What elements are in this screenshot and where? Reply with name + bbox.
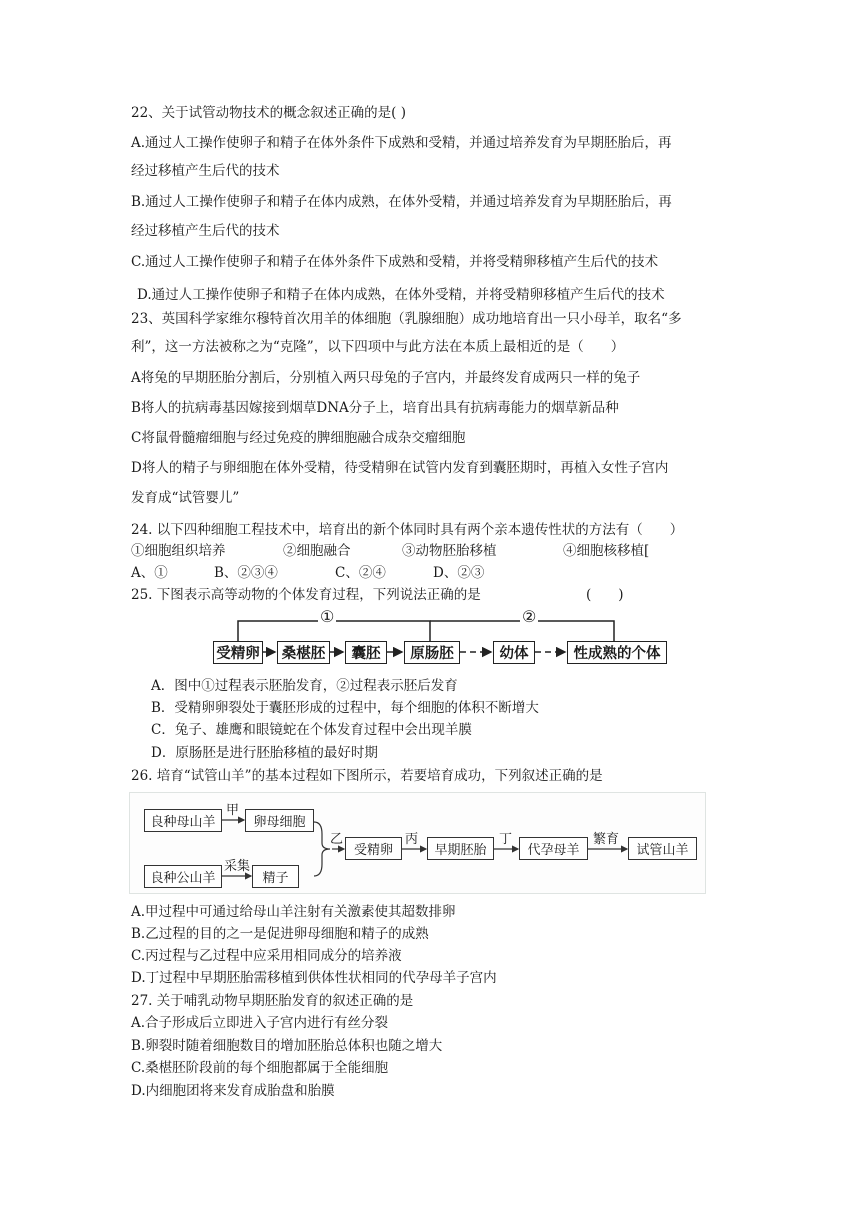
q26-label-fanyu: 繁育 bbox=[593, 832, 620, 847]
q25-stem: 25. 下图表示高等动物的个体发育过程，下列说法正确的是 bbox=[131, 587, 481, 603]
q26-label-bing: 丙 bbox=[405, 832, 419, 847]
q25-mark-1: ① bbox=[320, 607, 335, 626]
q26-label-yi: 乙 bbox=[330, 832, 344, 847]
q25-answer-paren: ( ) bbox=[586, 587, 624, 603]
q23-stem-line1: 23、英国科学家维尔穆特首次用羊的体细胞（乳腺细胞）成功地培育出一只小母羊，取名“多 bbox=[131, 311, 682, 327]
q25-stage-zygote: 受精卵 bbox=[213, 641, 263, 664]
q23-option-c: C将鼠骨髓瘤细胞与经过免疫的脾细胞融合成杂交瘤细胞 bbox=[131, 430, 466, 446]
q23-option-d-line2: 发育成“试管婴儿” bbox=[131, 490, 240, 506]
q26-label-caiji: 采集 bbox=[224, 859, 251, 874]
q25-stage-blastula: 囊胚 bbox=[345, 641, 387, 664]
q26-label-ding: 丁 bbox=[499, 832, 513, 847]
q26-node-female-goat: 良种母山羊 bbox=[144, 809, 222, 832]
q26-node-result: 试管山羊 bbox=[628, 837, 697, 860]
q24-item-1: ①细胞组织培养 bbox=[131, 543, 226, 559]
q24-choice-a: A、① bbox=[131, 565, 168, 581]
q26-node-surrogate: 代孕母羊 bbox=[519, 837, 588, 860]
q26-option-b: B.乙过程的目的之一是促进卵母细胞和精子的成熟 bbox=[131, 926, 429, 942]
q23-option-a: A将兔的早期胚胎分割后，分别植入两只母兔的子宫内，并最终发育成两只一样的兔子 bbox=[131, 370, 641, 386]
q24-item-4: ④细胞核移植[ bbox=[563, 543, 650, 559]
q24-item-3: ③动物胚胎移植 bbox=[402, 543, 497, 559]
q23-option-b: B将人的抗病毒基因嫁接到烟草DNA分子上，培育出具有抗病毒能力的烟草新品种 bbox=[131, 400, 619, 416]
q27-option-b: B.卵裂时随着细胞数目的增加胚胎总体积也随之增大 bbox=[131, 1038, 443, 1054]
q22-option-c: C.通过人工操作使卵子和精子在体外条件下成熟和受精，并将受精卵移植产生后代的技术 bbox=[131, 254, 659, 270]
q26-node-male-goat: 良种公山羊 bbox=[144, 865, 222, 888]
q26-node-zygote: 受精卵 bbox=[345, 837, 402, 860]
q24-choice-b: B、②③④ bbox=[214, 565, 278, 581]
q27-option-c: C.桑椹胚阶段前的每个细胞都属于全能细胞 bbox=[131, 1060, 389, 1076]
q22-stem: 22、关于试管动物技术的概念叙述正确的是( ) bbox=[131, 105, 407, 121]
q24-choice-c: C、②④ bbox=[335, 565, 386, 581]
q27-option-a: A.合子形成后立即进入子宫内进行有丝分裂 bbox=[131, 1015, 389, 1031]
q25-stage-morula: 桑椹胚 bbox=[277, 641, 330, 664]
q26-option-d: D.丁过程中早期胚胎需移植到供体性状相同的代孕母羊子宫内 bbox=[131, 970, 497, 986]
q22-option-a-line1: A.通过人工操作使卵子和精子在体外条件下成熟和受精，并通过培养发育为早期胚胎后，再 bbox=[131, 135, 672, 151]
q23-option-d-line1: D将人的精子与卵细胞在体外受精，待受精卵在试管内发育到囊胚期时，再植入女性子宫内 bbox=[131, 460, 669, 476]
q26-label-jia: 甲 bbox=[226, 803, 240, 818]
q22-option-b-line2: 经过移植产生后代的技术 bbox=[131, 223, 280, 239]
q22-option-b-line1: B.通过人工操作使卵子和精子在体内成熟，在体外受精，并通过培养发育为早期胚胎后，再 bbox=[131, 194, 672, 210]
q25-option-b: B．受精卵卵裂处于囊胚形成的过程中，每个细胞的体积不断增大 bbox=[151, 700, 539, 716]
q27-option-d: D.内细胞团将来发育成胎盘和胎膜 bbox=[131, 1083, 335, 1099]
q22-option-a-line2: 经过移植产生后代的技术 bbox=[131, 163, 280, 179]
q26-stem: 26. 培育“试管山羊”的基本过程如下图所示，若要培育成功，下列叙述正确的是 bbox=[131, 768, 603, 784]
q25-stage-juvenile: 幼体 bbox=[493, 641, 535, 664]
q26-option-c: C.丙过程与乙过程中应采用相同成分的培养液 bbox=[131, 948, 402, 964]
q27-stem: 27. 关于哺乳动物早期胚胎发育的叙述正确的是 bbox=[131, 993, 414, 1009]
q24-choice-d: D、②③ bbox=[433, 565, 485, 581]
q24-stem: 24. 以下四种细胞工程技术中，培育出的新个体同时具有两个亲本遗传性状的方法有（ ） bbox=[131, 522, 684, 538]
q25-stage-gastrula: 原肠胚 bbox=[404, 641, 460, 664]
q25-stage-adult: 性成熟的个体 bbox=[567, 641, 667, 664]
q22-option-d: D.通过人工操作使卵子和精子在体内成熟，在体外受精，并将受精卵移植产生后代的技术 bbox=[137, 287, 665, 303]
q26-node-oocyte: 卵母细胞 bbox=[245, 809, 314, 832]
q23-stem-line2: 利”，这一方法被称之为“克隆”，以下四项中与此方法在本质上最相近的是（ ） bbox=[131, 339, 625, 355]
q25-option-d: D．原肠胚是进行胚胎移植的最好时期 bbox=[151, 745, 378, 761]
q25-option-a: A．图中①过程表示胚胎发育，②过程表示胚后发育 bbox=[151, 678, 458, 694]
q25-option-c: C．兔子、雄鹰和眼镜蛇在个体发育过程中会出现羊膜 bbox=[151, 722, 472, 738]
q26-option-a: A.甲过程中可通过给母山羊注射有关激素使其超数排卵 bbox=[131, 904, 456, 920]
q24-item-2: ②细胞融合 bbox=[283, 543, 351, 559]
q25-mark-2: ② bbox=[522, 607, 537, 626]
q26-node-sperm: 精子 bbox=[252, 865, 299, 888]
q26-node-early-embryo: 早期胚胎 bbox=[427, 837, 494, 860]
